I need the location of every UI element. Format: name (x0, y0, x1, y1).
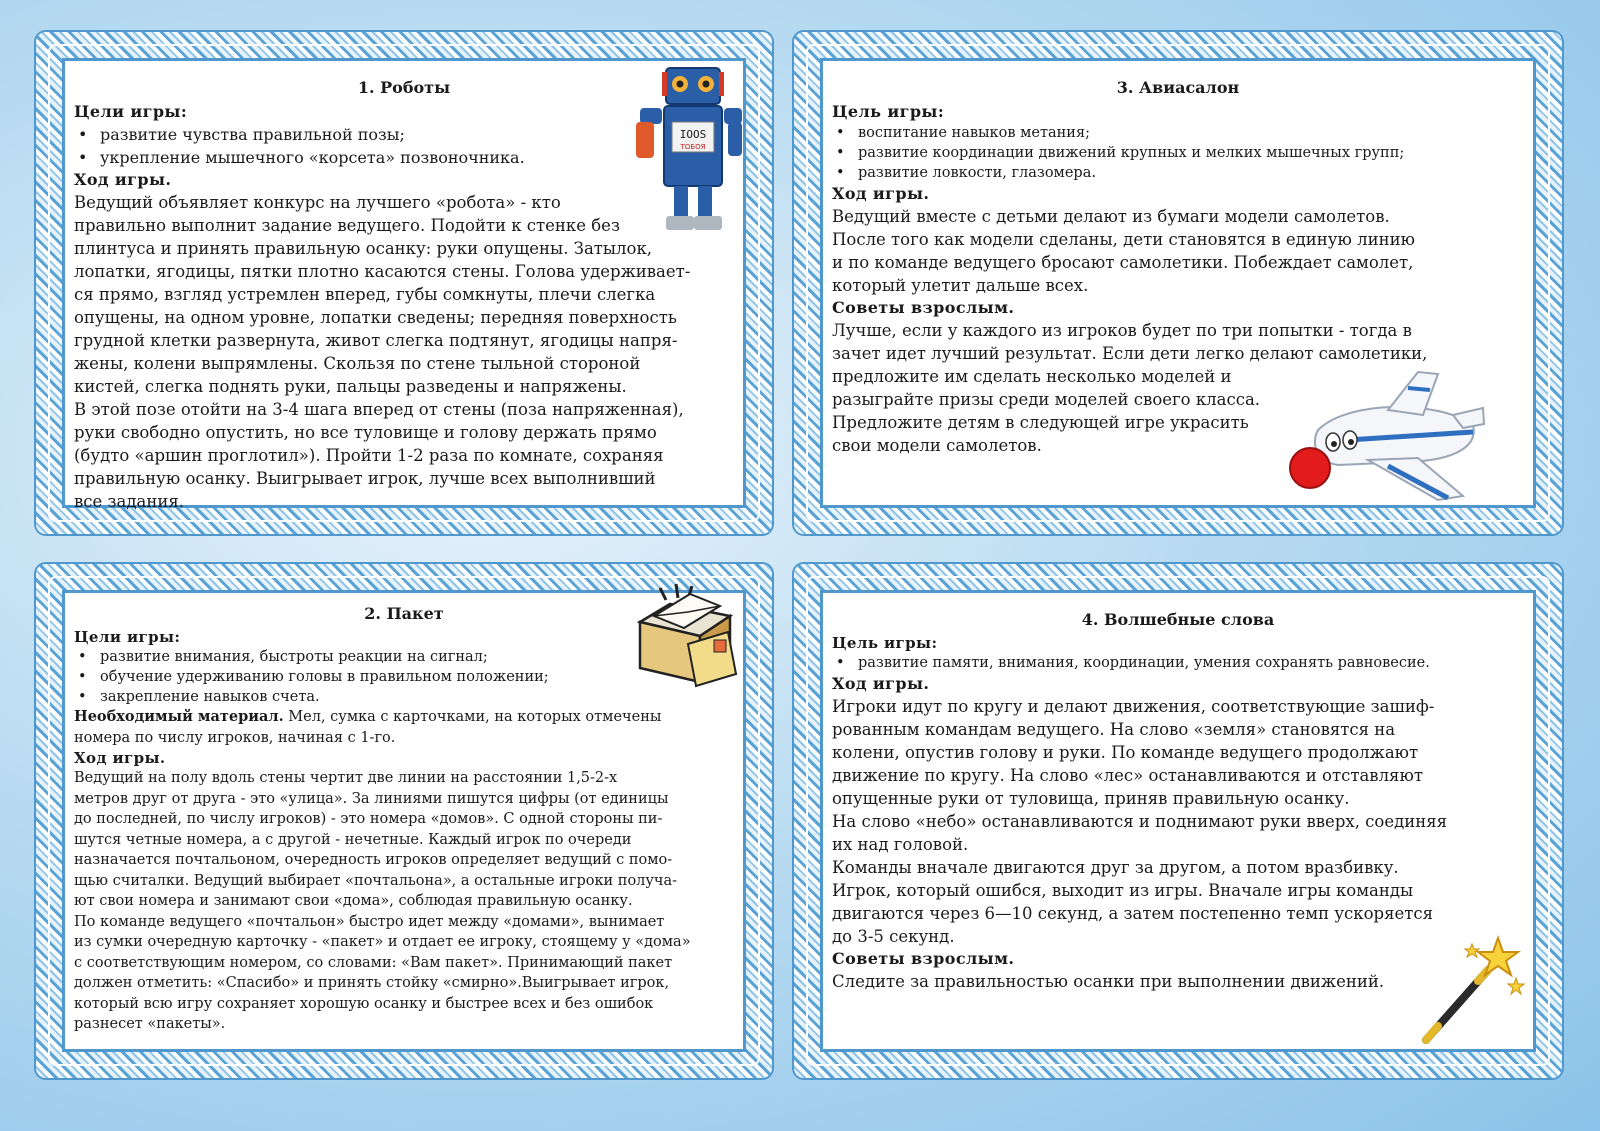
card-aviasalon (794, 32, 1562, 534)
text-line: В этой позе отойти на 3-4 шага вперед от стены (поза напряженная), (74, 400, 684, 419)
course-heading: Ход игры. (74, 749, 166, 767)
card-title: 1. Роботы (357, 78, 451, 97)
text-line: Команды вначале двигаются друг за другом, а потом вразбивку. (832, 858, 1399, 877)
goals-heading: Цель игры: (832, 634, 938, 652)
text-line: Игроки идут по кругу и делают движения, соответствующие зашиф- (832, 697, 1435, 716)
text-line: Лучше, если у каждого из игроков будет по три попытки - тогда в (832, 321, 1412, 340)
text-line: щью считалки. Ведущий выбирает «почтальона», а остальные игроки получа- (74, 872, 678, 889)
list-item: • обучение удерживанию головы в правильном положении; (74, 667, 734, 687)
course-heading: Ход игры. (832, 674, 930, 693)
goals-list (832, 123, 1524, 183)
list-item: • развитие внимания, быстроты реакции на сигнал; (74, 647, 734, 667)
text-line: руки свободно опустить, но все туловище и голову держать прямо (74, 423, 657, 442)
goals-list (74, 123, 734, 169)
card-magic-words-content (820, 590, 1536, 1052)
text-line: все задания. (74, 492, 185, 511)
material-heading: Необходимый материал. (74, 708, 284, 725)
text-line: Ведущий вместе с детьми делают из бумаги модели самолетов. (832, 207, 1390, 226)
text-line: грудной клетки развернута, живот слегка подтянут, ягодицы напря- (74, 331, 678, 350)
robot-sublabel: ТОБОЯ (680, 143, 706, 151)
robot-label: IOOS (679, 128, 707, 141)
text-line: ют свои номера и занимают свои «дома», соблюдая правильную осанку. (74, 893, 633, 909)
list-item: • развитие координации движений крупных и мелких мышечных групп; (832, 143, 1524, 163)
text-line: метров друг от друга - это «улица». За линиями пишутся цифры (от единицы (74, 790, 669, 807)
text-line: По команде ведущего «почтальон» быстро идет между «домами», вынимает (74, 913, 665, 930)
text-line: правильно выполнит задание ведущего. Подойти к стенке без (74, 216, 620, 235)
card-packet (36, 564, 772, 1078)
text-line: Игрок, который ошибся, выходит из игры. Вначале игры команды (832, 881, 1414, 900)
text-line: назначается почтальоном, очередность игроков определяет ведущий с помо- (74, 852, 673, 868)
text-line: (будто «аршин проглотил»). Пройти 1-2 раза по комнате, сохраняя (74, 446, 664, 465)
card-title: 3. Авиасалон (1116, 78, 1240, 97)
text-line: кистей, слегка поднять руки, пальцы разведены и напряжены. (74, 377, 627, 396)
text-line: движение по кругу. На слово «лес» останавливаются и отставляют (832, 766, 1423, 785)
text-line: двигаются через 6—10 секунд, а затем постепенно темп ускоряется (832, 904, 1434, 923)
text-line: зачет идет лучший результат. Если дети легко делают самолетики, (832, 344, 1428, 363)
envelope-box-illustration (630, 582, 740, 692)
text-line: правильную осанку. Выигрывает игрок, лучше всех выполнивший (74, 469, 656, 488)
text-line: разнесет «пакеты». (74, 1016, 226, 1032)
text-line: плинтуса и принять правильную осанку: руки опущены. Затылок, (74, 239, 653, 258)
text-line: опущены, на одном уровне, лопатки сведены; передняя поверхность (74, 308, 677, 327)
text-line: до 3-5 секунд. (832, 927, 955, 946)
card-packet-content (62, 590, 746, 1052)
text-line: с соответствующим номером, со словами: «Вам пакет». Принимающий пакет (74, 954, 673, 971)
goals-heading: Цели игры: (74, 102, 188, 121)
text-line: колени, опустив голову и руки. По команде ведущего продолжают (832, 743, 1419, 762)
text-line: который всю игру сохраняет хорошую осанку и быстрее всех и без ошибок (74, 995, 654, 1012)
list-item: • воспитание навыков метания; (832, 123, 1524, 143)
text-line: свои модели самолетов. (832, 436, 1042, 455)
list-item: • развитие ловкости, глазомера. (832, 163, 1524, 183)
text-line: рованным командам ведущего. На слово «земля» становятся на (832, 720, 1396, 739)
advice-heading: Советы взрослым. (832, 949, 1015, 968)
text-line: шутся четные номера, а с другой - нечетные. Каждый игрок по очереди (74, 831, 632, 848)
text-line: После того как модели сделаны, дети становятся в единую линию (832, 230, 1415, 249)
goals-heading: Цель игры: (832, 102, 945, 121)
material-line (74, 707, 734, 728)
text-line: из сумки очередную карточку - «пакет» и отдает ее игроку, стоящему у «дома» (74, 934, 691, 950)
text-line: предложите им сделать несколько моделей и (832, 367, 1232, 386)
course-text (74, 768, 734, 1035)
course-heading: Ход игры. (74, 170, 172, 189)
course-text (832, 205, 1524, 297)
card-title: 2. Пакет (364, 604, 444, 623)
list-item: • укрепление мышечного «корсета» позвоночника. (74, 146, 734, 169)
robot-illustration (636, 64, 746, 234)
text-line: Ведущий объявляет конкурс на лучшего «робота» - кто (74, 193, 561, 212)
airplane-illustration (1288, 370, 1488, 510)
course-heading: Ход игры. (832, 184, 930, 203)
text-line: На слово «небо» останавливаются и поднимают руки вверх, соединяя (832, 812, 1448, 831)
card-robots-content (62, 58, 746, 511)
text-line: Предложите детям в следующей игре украсить (832, 413, 1249, 432)
goals-list (832, 653, 1524, 673)
advice-heading: Советы взрослым. (832, 298, 1015, 317)
text-line: Ведущий на полу вдоль стены чертит две линии на расстоянии 1,5-2-х (74, 770, 618, 786)
magic-wand-illustration (1416, 930, 1526, 1050)
material-text: Мел, сумка с карточками, на которых отмечены (283, 709, 662, 725)
course-text (74, 191, 734, 513)
card-aviasalon-content (820, 58, 1536, 508)
list-item: • развитие памяти, внимания, координации, умения сохранять равновесие. (832, 653, 1524, 673)
list-item: • закрепление навыков счета. (74, 687, 734, 707)
card-robots (36, 32, 772, 534)
card-magic-words (794, 564, 1562, 1078)
text-line: лопатки, ягодицы, пятки плотно касаются стены. Голова удерживает- (74, 262, 691, 281)
text-line: опущенные руки от туловища, приняв правильную осанку. (832, 789, 1350, 808)
text-line: разыграйте призы среди моделей своего класса. (832, 390, 1261, 409)
advice-text: Следите за правильностью осанки при выполнении движений. (832, 972, 1385, 991)
text-line: и по команде ведущего бросают самолетики. Побеждает самолет, (832, 253, 1414, 272)
goals-heading: Цели игры: (74, 628, 181, 646)
text-line: их над головой. (832, 835, 969, 854)
text-line: должен отметить: «Спасибо» и принять стойку «смирно».Выигрывает игрок, (74, 975, 670, 991)
card-title: 4. Волшебные слова (1081, 610, 1275, 629)
material-line-2: номера по числу игроков, начиная с 1-го. (74, 729, 396, 746)
text-line: жены, колени выпрямлены. Скользя по стене тыльной стороной (74, 354, 641, 373)
text-line: до последней, по числу игроков) - это номера «домов». С одной стороны пи- (74, 811, 663, 827)
course-text (832, 695, 1524, 948)
list-item: • развитие чувства правильной позы; (74, 123, 734, 146)
text-line: ся прямо, взгляд устремлен вперед, губы сомкнуты, плечи слегка (74, 285, 656, 304)
text-line: который улетит дальше всех. (832, 276, 1089, 295)
